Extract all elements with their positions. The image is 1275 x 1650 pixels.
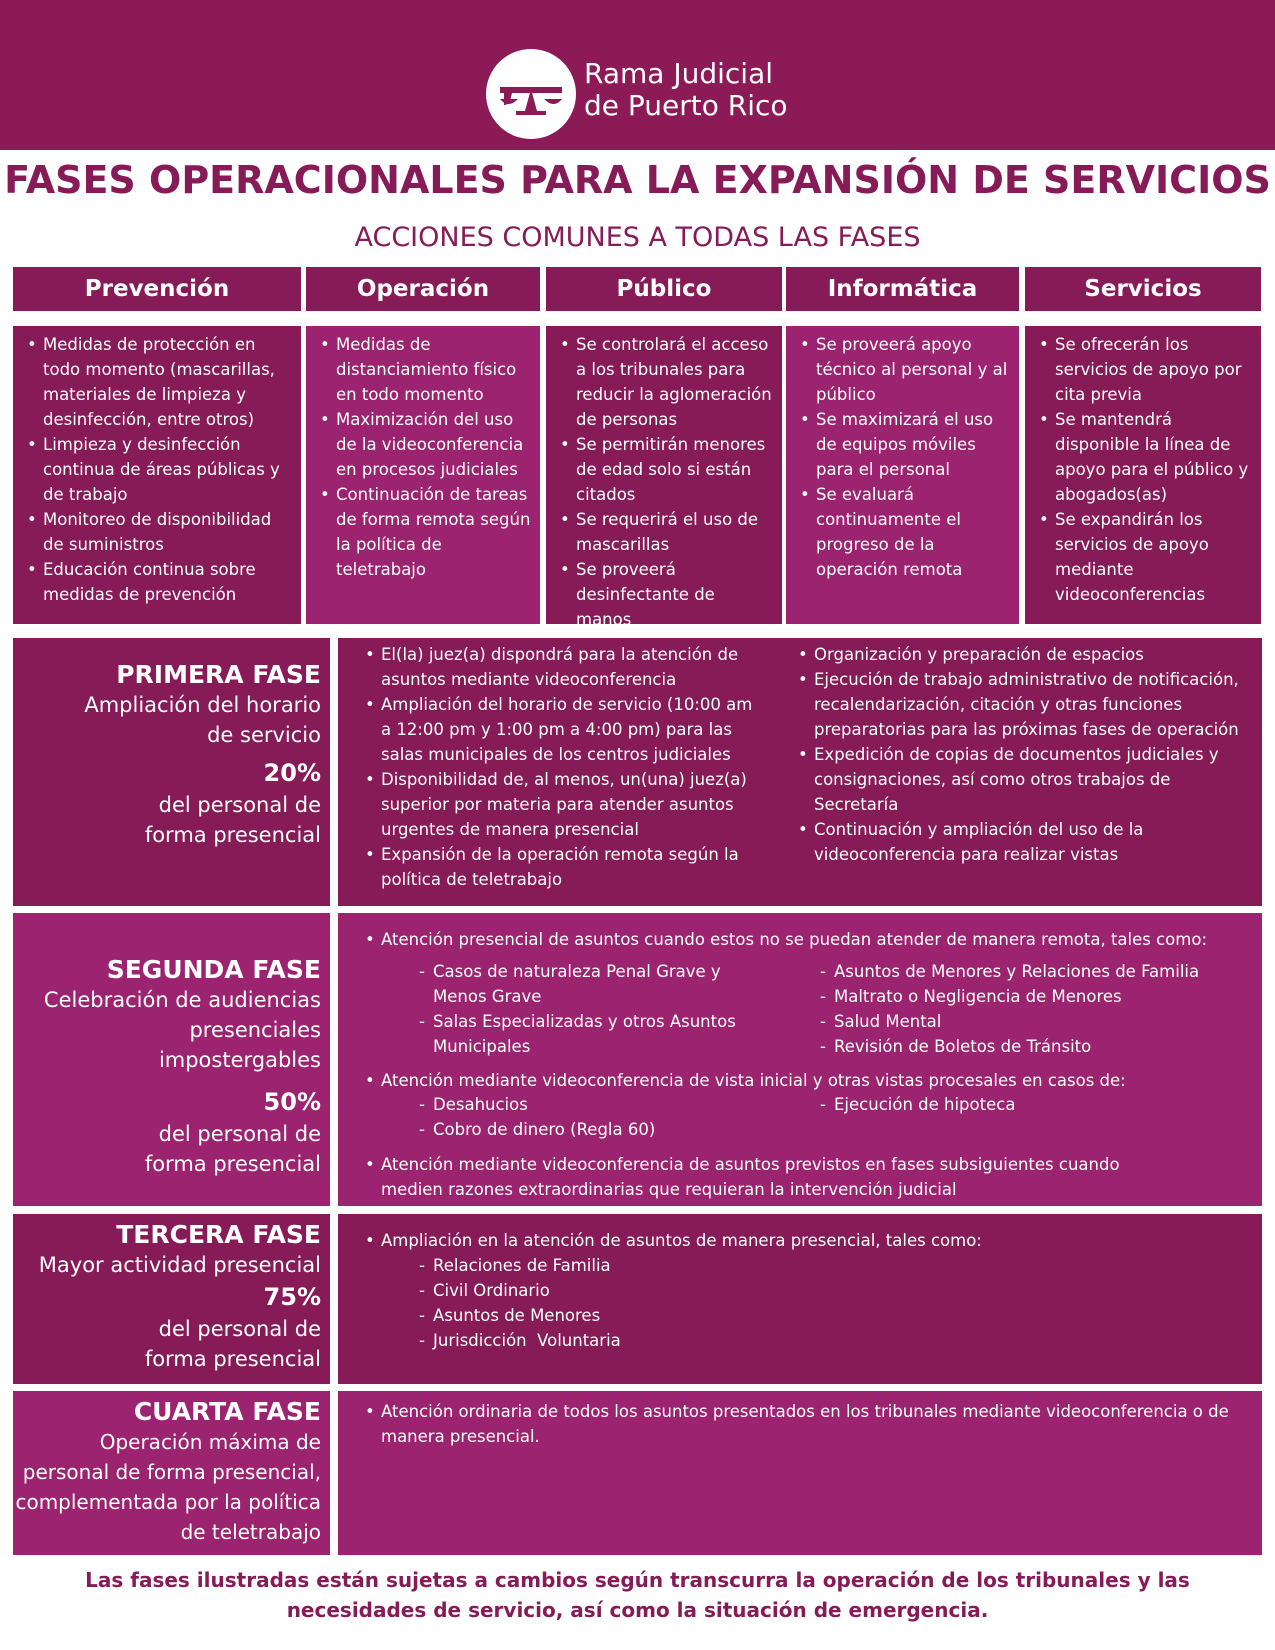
org-name — [584, 58, 788, 122]
footer-text: Las fases ilustradas están sujetas a cambios según transcurra la operación de los tribunales y las necesidades de servicio, así como la situación de emergencia. — [85, 1568, 1190, 1622]
list-item: • Atención ordinaria de todos los asuntos presentados en los tribunales mediante videoconferencia o de manera presencial. — [365, 1399, 1261, 1449]
list-item: • Ejecución de trabajo administrativo de notificación, recalendarización, citación y otras funciones preparatorias para las próximas fases de operación — [798, 667, 1248, 742]
phase-description: Ampliación del horario de servicio — [84, 693, 321, 747]
header-banner — [0, 0, 1275, 150]
phase-1-label — [13, 638, 330, 906]
list-item: • Educación continua sobre medidas de prevención — [27, 557, 293, 607]
list-item: • Disponibilidad de, al menos, un(una) juez(a) superior por materia para atender asuntos urgentes de manera presencial — [365, 767, 765, 842]
phase-title: CUARTA FASE — [133, 1397, 321, 1426]
footer-disclaimer — [0, 1565, 1275, 1625]
list-item: • Monitoreo de disponibilidad de suministros — [27, 507, 293, 557]
category-body-prevencion — [13, 326, 301, 624]
list-item: • Se permitirán menores de edad solo si están citados — [560, 432, 774, 507]
list-item: • Continuación de tareas de forma remota según la política de teletrabajo — [320, 482, 532, 582]
list-item: • Se maximizará el uso de equipos móviles para el personal — [800, 407, 1011, 482]
list-item: • Atención mediante videoconferencia de asuntos previstos en fases subsiguientes cuando medien razones extraordinarias que requieran la intervención judicial — [365, 1152, 1171, 1202]
list-item: - Casos de naturaleza Penal Grave y Menos Grave — [419, 959, 779, 1009]
org-line-2: de Puerto Rico — [584, 89, 788, 122]
list-item: • El(la) juez(a) dispondrá para la atención de asuntos mediante videoconferencia — [365, 642, 765, 692]
phase-3-content — [338, 1214, 1262, 1384]
category-body-publico — [546, 326, 782, 629]
phase-description: Celebración de audiencias presenciales impostergables — [43, 988, 321, 1072]
list-item: - Asuntos de Menores y Relaciones de Familia — [820, 959, 1240, 984]
phase-title: SEGUNDA FASE — [106, 955, 321, 984]
list-item: - Relaciones de Familia — [419, 1253, 839, 1278]
category-header-publico: Público — [546, 267, 782, 311]
page-subtitle: ACCIONES COMUNES A TODAS LAS FASES — [354, 222, 921, 253]
phase-percentage: 20% — [263, 759, 321, 787]
list-item: • Ampliación en la atención de asuntos de manera presencial, tales como: — [365, 1228, 1261, 1253]
category-body-operacion — [306, 326, 540, 624]
list-item: - Revisión de Boletos de Tránsito — [820, 1034, 1240, 1059]
list-item: • Expedición de copias de documentos judiciales y consignaciones, así como otros trabajos de Secretaría — [798, 742, 1248, 817]
page-title: FASES OPERACIONALES PARA LA EXPANSIÓN DE SERVICIOS — [4, 158, 1271, 202]
list-item: • Atención mediante videoconferencia de vista inicial y otras vistas procesales en casos de: — [365, 1068, 1261, 1093]
list-item: • Se proveerá desinfectante de manos — [560, 557, 774, 632]
phase-3-label — [13, 1214, 330, 1384]
phase-staff-note: del personal de forma presencial — [144, 793, 321, 847]
phase-title: PRIMERA FASE — [116, 660, 321, 689]
list-item: • Se proveerá apoyo técnico al personal y al público — [800, 332, 1011, 407]
org-line-1: Rama Judicial — [584, 57, 773, 90]
phase-2-content — [338, 913, 1262, 1206]
list-item: - Jurisdicción Voluntaria — [419, 1328, 839, 1353]
list-item: • Medidas de protección en todo momento (mascarillas, materiales de limpieza y desinfección, entre otros) — [27, 332, 293, 432]
list-item: • Se requerirá el uso de mascarillas — [560, 507, 774, 557]
category-body-informatica — [786, 326, 1019, 624]
category-body-servicios — [1025, 326, 1261, 624]
list-item: • Organización y preparación de espacios — [798, 642, 1248, 667]
list-item: - Asuntos de Menores — [419, 1303, 839, 1328]
logo — [486, 49, 576, 139]
list-item: • Continuación y ampliación del uso de la videoconferencia para realizar vistas — [798, 817, 1248, 867]
phase-percentage: 50% — [263, 1088, 321, 1116]
phase-percentage: 75% — [263, 1283, 321, 1311]
list-item: • Maximización del uso de la videoconferencia en procesos judiciales — [320, 407, 532, 482]
phase-description: Mayor actividad presencial — [38, 1253, 321, 1277]
list-item: • Se evaluará continuamente el progreso de la operación remota — [800, 482, 1011, 582]
list-item: • Expansión de la operación remota según la política de teletrabajo — [365, 842, 765, 892]
phase-4-label — [13, 1391, 330, 1555]
list-item: • Medidas de distanciamiento físico en todo momento — [320, 332, 532, 407]
phase-staff-note: del personal de forma presencial — [144, 1317, 321, 1371]
phase-description: Operación máxima de personal de forma presencial, complementada por la política de teletrabajo — [15, 1430, 321, 1544]
list-item: - Desahucios — [419, 1092, 779, 1117]
list-item: • Limpieza y desinfección continua de áreas públicas y de trabajo — [27, 432, 293, 507]
list-item: - Salud Mental — [820, 1009, 1240, 1034]
list-item: - Cobro de dinero (Regla 60) — [419, 1117, 779, 1142]
list-item: - Maltrato o Negligencia de Menores — [820, 984, 1240, 1009]
list-item: • Se ofrecerán los servicios de apoyo por cita previa — [1039, 332, 1253, 407]
list-item: • Ampliación del horario de servicio (10:00 am a 12:00 pm y 1:00 pm a 4:00 pm) para las salas municipales de los centros judiciales — [365, 692, 765, 767]
category-header-operacion: Operación — [306, 267, 540, 311]
phase-2-label — [13, 913, 330, 1206]
list-item: - Ejecución de hipoteca — [820, 1092, 1240, 1117]
scales-of-justice-icon — [486, 49, 576, 139]
list-item: - Salas Especializadas y otros Asuntos Municipales — [419, 1009, 779, 1059]
phase-4-content — [338, 1391, 1262, 1555]
list-item: - Civil Ordinario — [419, 1278, 839, 1303]
category-header-informatica: Informática — [786, 267, 1019, 311]
category-header-prevencion: Prevención — [13, 267, 301, 311]
list-item: • Se controlará el acceso a los tribunales para reducir la aglomeración de personas — [560, 332, 774, 432]
phase-staff-note: del personal de forma presencial — [144, 1122, 321, 1176]
phase-title: TERCERA FASE — [116, 1220, 321, 1249]
list-item: • Atención presencial de asuntos cuando estos no se puedan atender de manera remota, tales como: — [365, 927, 1261, 952]
list-item: • Se mantendrá disponible la línea de apoyo para el público y abogados(as) — [1039, 407, 1253, 507]
list-item: • Se expandirán los servicios de apoyo mediante videoconferencias — [1039, 507, 1253, 607]
phase-1-content — [338, 638, 1262, 906]
category-header-servicios: Servicios — [1025, 267, 1261, 311]
